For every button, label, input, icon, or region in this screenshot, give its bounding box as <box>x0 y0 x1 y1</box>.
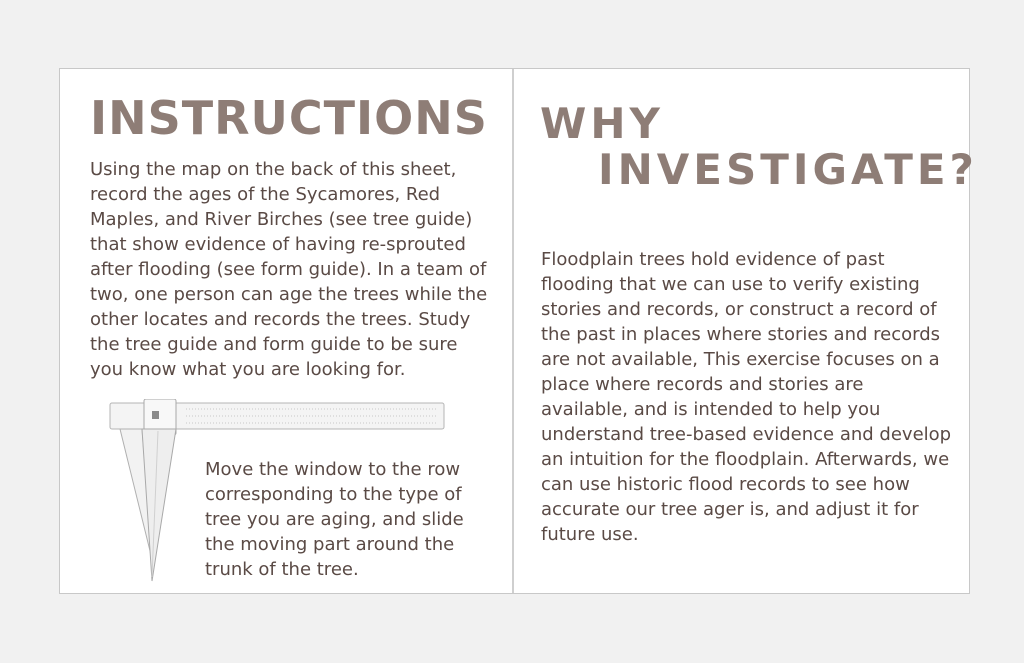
instructions-heading: INSTRUCTIONS <box>90 91 488 145</box>
panel-divider <box>512 69 514 593</box>
why-investigate-text: Floodplain trees hold evidence of past flooding that we can use to verify existing stories and records, or construct a record of the past in places where stories and records are not available, This exercise focuses on a place where records and stories are available, and is intended to help you understand tree-based evidence and develop an intuition for the floodplain. Afterwards, we can use historic flood records to see how accurate our tree ager is, and adjust it for future use. <box>541 249 952 545</box>
instruction-sheet <box>59 68 978 594</box>
why-heading: WHY <box>540 99 664 148</box>
investigate-heading: INVESTIGATE? <box>598 145 978 194</box>
tool-caption-text: Move the window to the row corresponding to the type of tree you are aging, and slide the moving part around the trunk of the tree. <box>205 459 464 580</box>
instructions-text: Using the map on the back of this sheet, record the ages of the Sycamores, Red Maples, and River Birches (see tree guide) that show evidence of having re-sprouted after flooding (see form guide). In a team of two, one person can age the trees while the other locates and records the trees. Study the tree guide and form guide to be sure you know what you are looking for. <box>90 159 488 380</box>
